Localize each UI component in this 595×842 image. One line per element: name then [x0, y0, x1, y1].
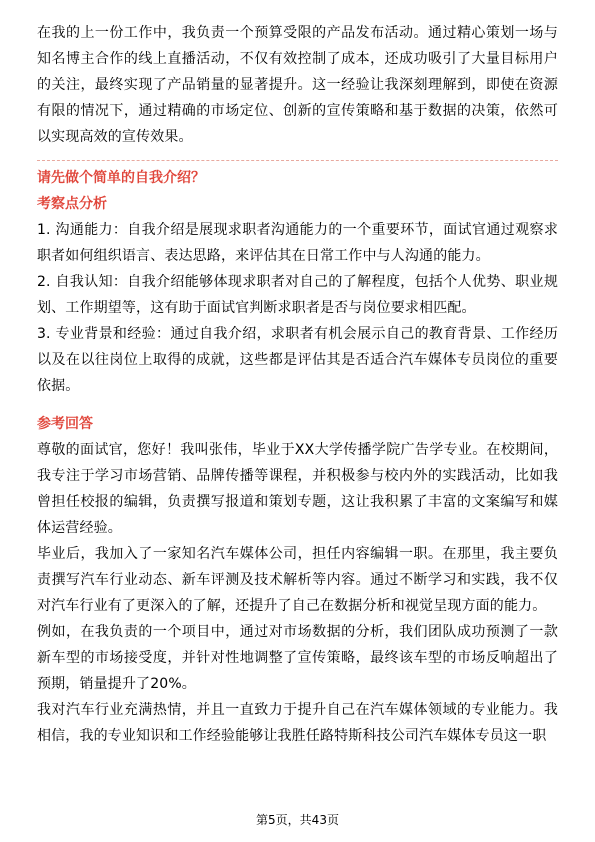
reference-paragraph: 毕业后，我加入了一家知名汽车媒体公司，担任内容编辑一职。在那里，我主要负责撰写汽车行业动态、新车评测及技术解析等内容。通过不断学习和实践，我不仅对汽车行业有了更深入的了解，还提升了自己在数据分析和视觉呈现方面的能力。 — [37, 546, 558, 614]
section-gap — [37, 399, 558, 411]
page-number: 第5页，共43页 — [256, 813, 339, 827]
section-divider — [37, 160, 558, 161]
reference-paragraph: 我对汽车行业充满热情，并且一直致力于提升自己在汽车媒体领域的专业能力。我相信，我的专业知识和工作经验能够让我胜任路特斯科技公司汽车媒体专员这一职 — [37, 702, 558, 744]
analysis-point: 3. 专业背景和经验：通过自我介绍，求职者有机会展示自己的教育背景、工作经历以及在以往岗位上取得的成就，这些都是评估其是否适合汽车媒体专员岗位的重要依据。 — [37, 326, 558, 394]
analysis-point: 2. 自我认知：自我介绍能够体现求职者对自己的了解程度，包括个人优势、职业规划、工作期望等，这有助于面试官判断求职者是否与岗位要求相匹配。 — [37, 274, 558, 316]
analysis-point: 1. 沟通能力：自我介绍是展现求职者沟通能力的一个重要环节，面试官通过观察求职者如何组织语言、表达思路，来评估其在日常工作中与人沟通的能力。 — [37, 222, 558, 264]
reference-answer-title: 参考回答 — [37, 416, 93, 432]
analysis-title: 考察点分析 — [37, 196, 107, 212]
intro-paragraph: 在我的上一份工作中，我负责一个预算受限的产品发布活动。通过精心策划一场与知名博主合作的线上直播活动，不仅有效控制了成本，还成功吸引了大量目标用户的关注，最终实现了产品销量的显著提升。这一经验让我深刻理解到，即使在资源有限的情况下，通过精确的市场定位、创新的宣传策略和基于数据的决策，依然可以实现高效的宣传效果。 — [37, 25, 558, 145]
page-content — [37, 20, 558, 749]
interview-question: 请先做个简单的自我介绍？ — [37, 170, 205, 186]
reference-paragraph: 例如，在我负责的一个项目中，通过对市场数据的分析，我们团队成功预测了一款新车型的市场接受度，并针对性地调整了宣传策略，最终该车型的市场反响超出了预期，销量提升了20%。 — [37, 624, 558, 692]
reference-paragraph: 尊敬的面试官，您好！我叫张伟，毕业于XX大学传播学院广告学专业。在校期间，我专注于学习市场营销、品牌传播等课程，并积极参与校内外的实践活动，比如我曾担任校报的编辑，负责撰写报道和策划专题，这让我积累了丰富的文案编写和媒体运营经验。 — [37, 442, 558, 536]
